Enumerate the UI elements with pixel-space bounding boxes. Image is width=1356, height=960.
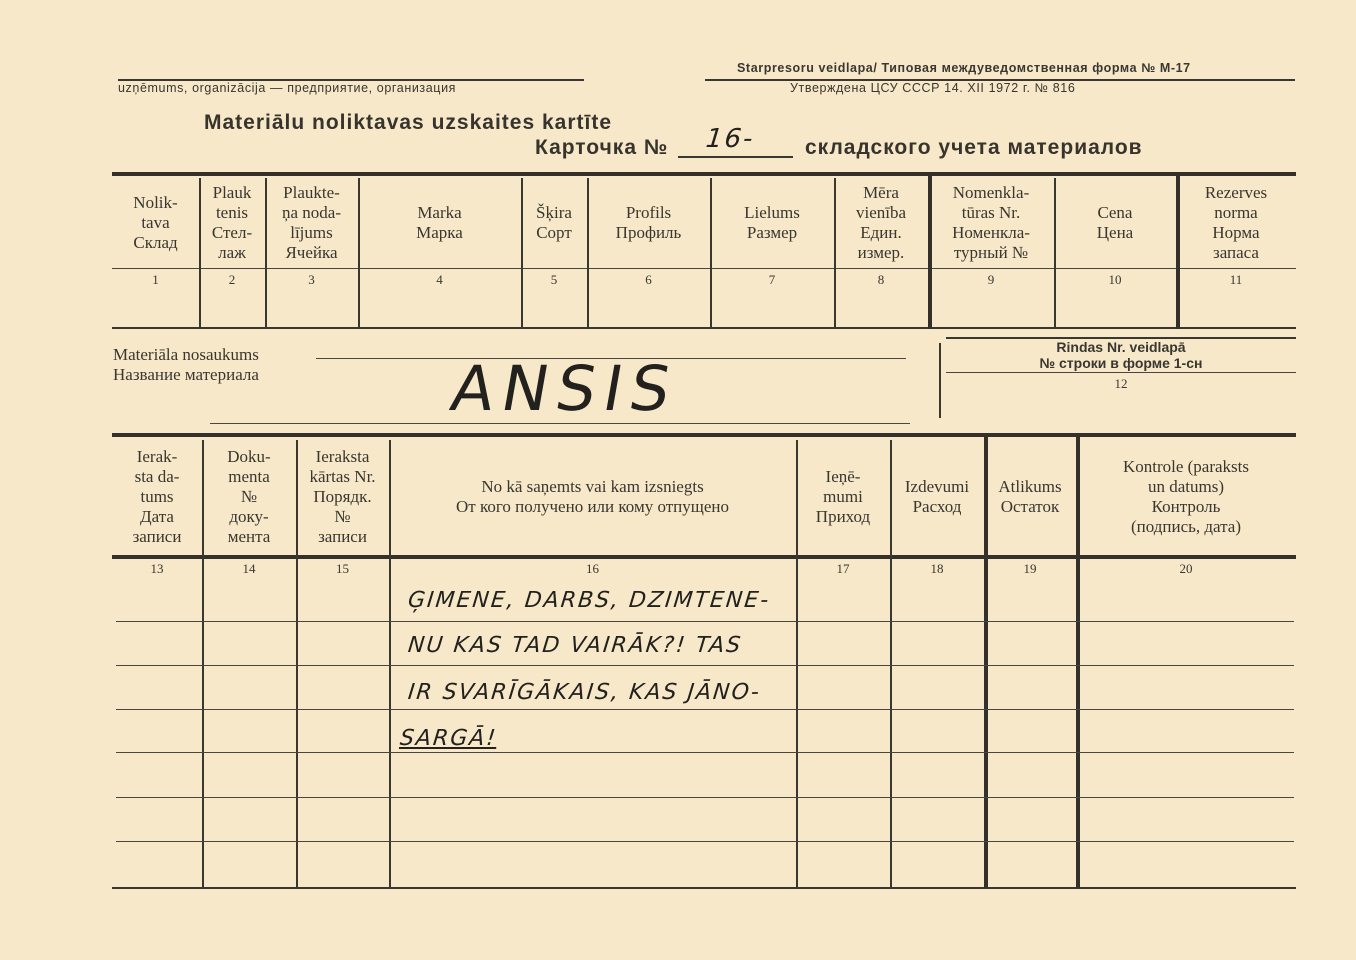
ledger-col-13-label: Ierak- sta da- tums Дата записи <box>132 447 182 546</box>
material-value: ANSIS <box>445 352 685 425</box>
title-lv: Materiālu noliktavas uzskaites kartīte <box>204 111 612 134</box>
ledger-col-19-label: Atlikums Остаток <box>998 477 1062 516</box>
ledger-col-18-label: Izdevumi Расход <box>904 477 970 516</box>
handwriting-line-2: NU KAS TAD VAIRĀK?! TAS <box>406 633 744 658</box>
ledger-col-13-num: 13 <box>150 561 164 576</box>
header-col-4-num: 4 <box>436 272 443 287</box>
header-col-7-num: 7 <box>768 272 776 287</box>
ledger-col-14-label: Doku- menta № доку- мента <box>227 447 271 546</box>
handwriting-line-1: ĢIMENE, DARBS, DZIMTENE- <box>406 588 772 613</box>
ledger-row-line <box>116 665 1294 666</box>
row-num: 12 <box>1114 376 1128 391</box>
header-col-9-label: Nomenkla- tūras Nr. Номенкла- турный № <box>952 183 1030 262</box>
material-label-lv: Materiāla nosaukums <box>113 345 259 364</box>
header-col-11-num: 11 <box>1229 272 1243 287</box>
header-col-10-num: 10 <box>1108 272 1122 287</box>
handwriting-line-3: IR SVARĪGĀKAIS, KAS JĀNO- <box>406 680 763 705</box>
header-col-3-num: 3 <box>308 272 315 287</box>
header-col-8-num: 8 <box>877 272 885 287</box>
header-col-11-label: Rezerves norma Норма запаса <box>1204 183 1268 262</box>
table1-mid-line <box>112 268 1296 269</box>
header-col-9-num: 9 <box>987 272 995 287</box>
ledger-row-line <box>116 752 1294 753</box>
material-label-ru: Название материала <box>113 365 259 384</box>
row-num-label-ru: № строки в форме 1-сн <box>1039 355 1203 371</box>
table2-bottom-line <box>112 887 1296 889</box>
ledger-col-15-num: 15 <box>336 561 349 576</box>
table1-bottom-line <box>112 327 1296 329</box>
row-num-label <box>946 339 1296 371</box>
header-col-2-num: 2 <box>228 272 236 287</box>
org-label: uzņēmums, organizācija — предприятие, организация <box>118 81 457 95</box>
row-num-divider <box>939 343 941 418</box>
ledger-row-line <box>116 841 1294 842</box>
header-col-6-label: Profils Профиль <box>615 203 682 242</box>
header-col-1-num: 1 <box>152 272 159 287</box>
table2-header-bottom <box>112 555 1296 559</box>
header-col-5-label: Šķira Сорт <box>536 203 572 242</box>
header-col-7-label: Lielums Размер <box>744 203 800 242</box>
table2-top-line <box>112 433 1296 437</box>
header-col-1-label: Nolik- tava Склад <box>133 193 178 252</box>
row-num-label-lv: Rindas Nr. veidlapā <box>1056 339 1186 355</box>
header-col-8-label: Mēra vienība Един. измер. <box>855 183 907 262</box>
header-col-6-num: 6 <box>645 272 652 287</box>
card-number-line <box>678 156 793 158</box>
ledger-col-15-label: Ieraksta kārtas Nr. Порядк. № записи <box>309 447 376 546</box>
card-number: 16- <box>704 124 757 154</box>
header-col-2-label: Plauk tenis Стел- лаж <box>211 183 253 262</box>
ledger-col-16-label: No kā saņemts vai kam izsniegts От кого получено или кому отпущено <box>456 477 729 516</box>
ledger-row-line <box>116 709 1294 710</box>
ledger-col-17-num: 17 <box>836 561 850 576</box>
ledger-row-line <box>116 621 1294 622</box>
ledger-row-line <box>116 797 1294 798</box>
card-prefix: Карточка № <box>535 136 669 159</box>
form-line: Starpresoru veidlapa/ Типовая междуведомственная форма № M-17 <box>737 61 1191 75</box>
header-col-4-label: Marka Марка <box>416 203 463 242</box>
title-ru: складского учета материалов <box>805 136 1143 159</box>
ledger-col-14-num: 14 <box>242 561 256 576</box>
header-col-3-label: Plaukte- ņa noda- lījums Ячейка <box>281 183 341 262</box>
header-col-5-num: 5 <box>550 272 558 287</box>
ledger-col-20-label: Kontrole (paraksts un datums) Контроль (подпись, дата) <box>1122 457 1250 536</box>
row-num-mid <box>946 372 1296 373</box>
handwriting-line-4: SARGĀ! <box>398 726 499 751</box>
ledger-col-20-num: 20 <box>1179 561 1193 576</box>
ledger-col-17-label: Ieņē- mumi Приход <box>815 467 871 526</box>
approval-text: Утверждена ЦСУ СССР 14. XII 1972 г. № 816 <box>790 81 1076 95</box>
ledger-col-18-num: 18 <box>930 561 944 576</box>
ledger-col-16-num: 16 <box>586 561 599 576</box>
table1-top-line <box>112 172 1296 176</box>
ledger-col-19-num: 19 <box>1023 561 1037 576</box>
header-col-10-label: Cena Цена <box>1096 203 1134 242</box>
